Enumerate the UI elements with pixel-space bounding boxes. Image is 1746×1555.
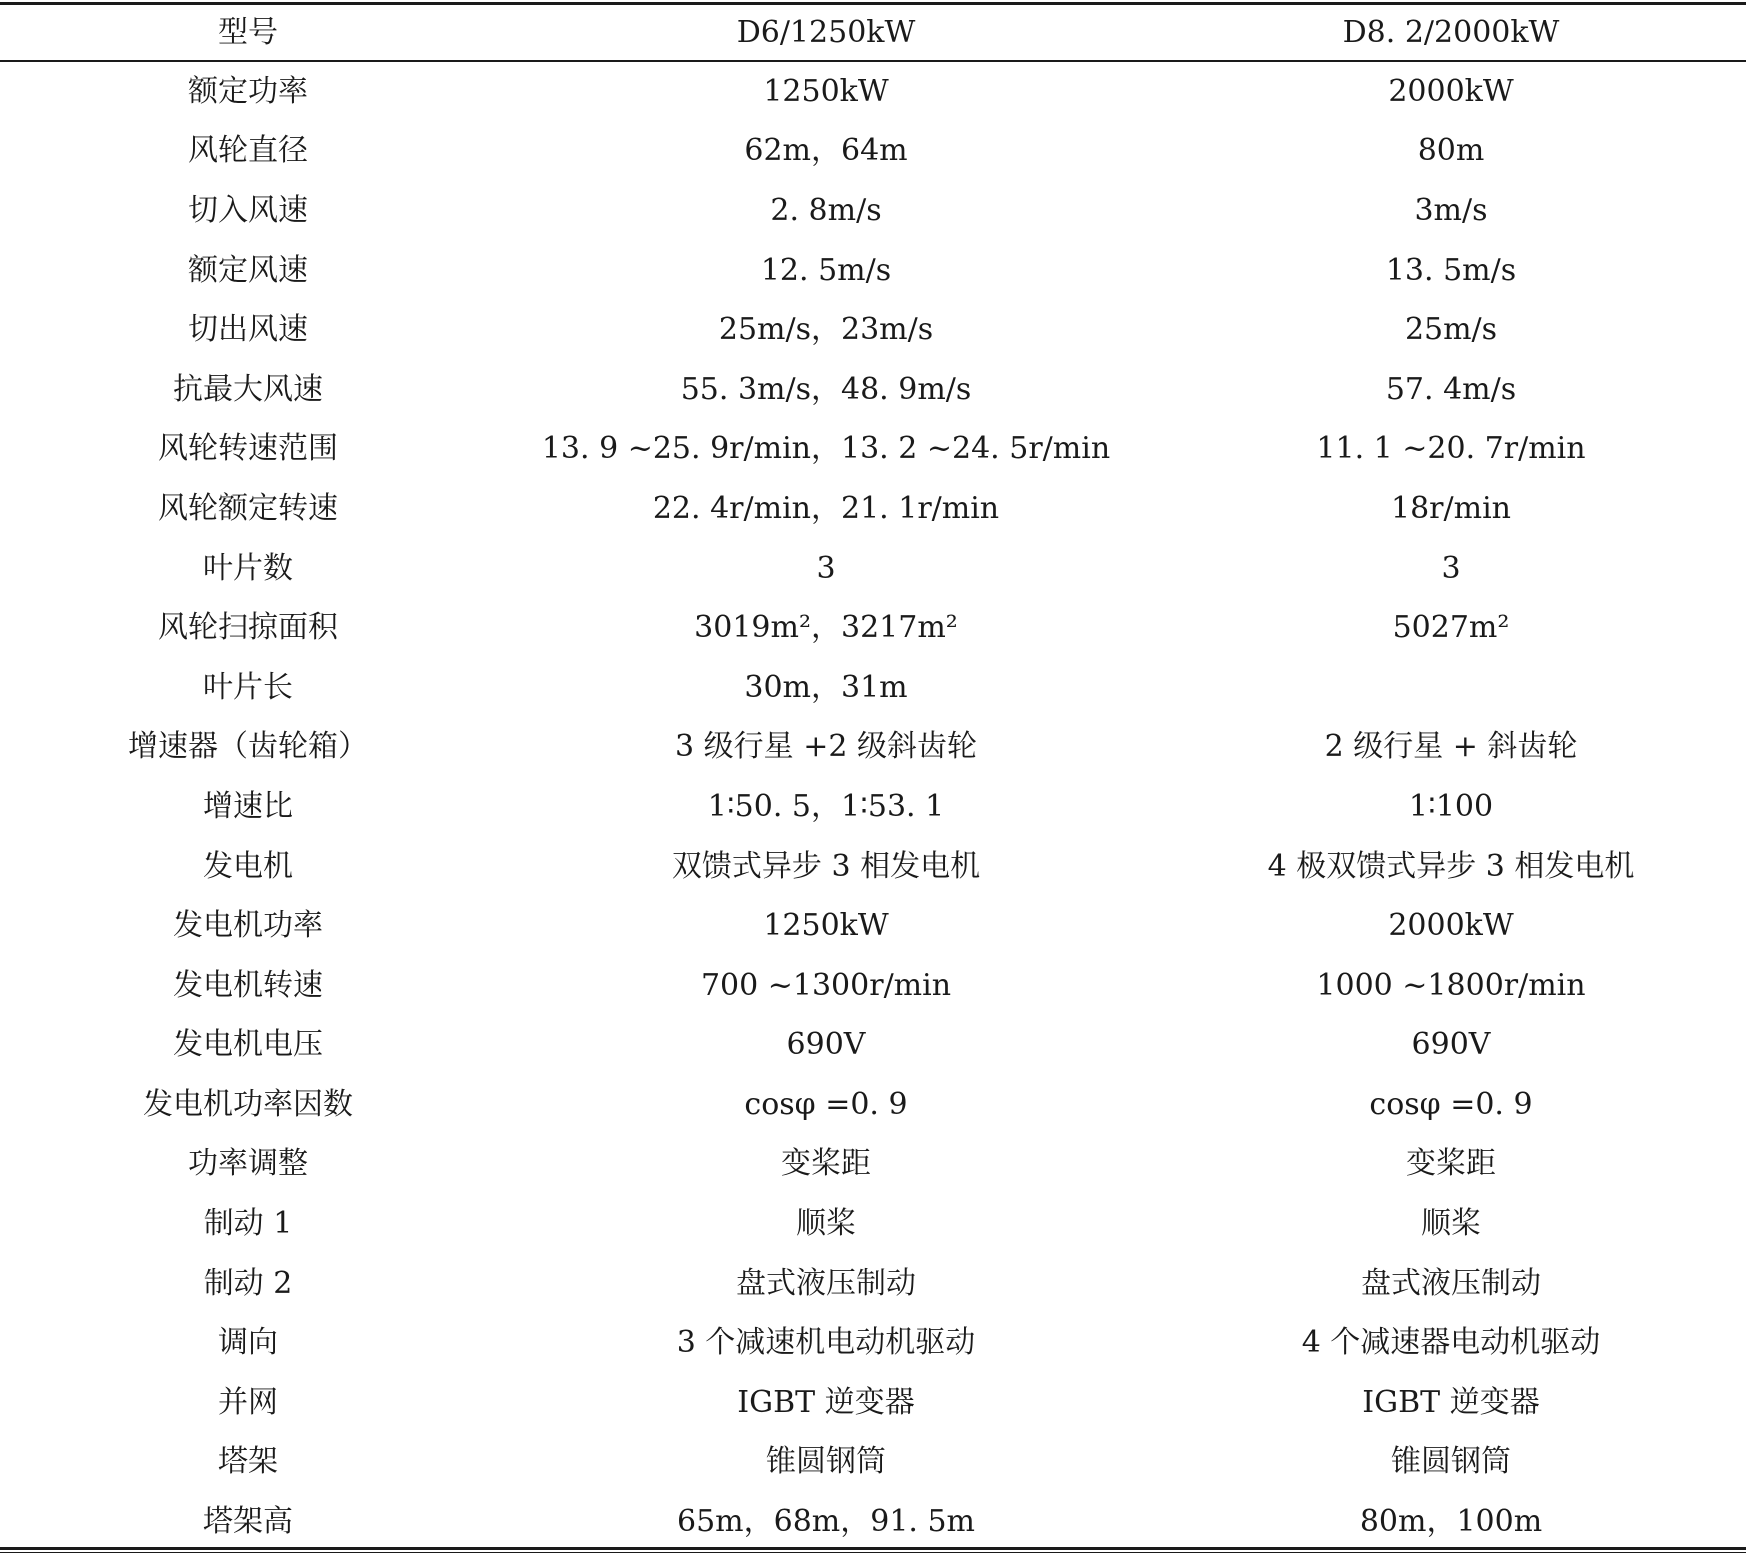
table-row [0, 241, 1746, 301]
d8-value-cell: cosφ =0. 9 [1369, 1086, 1533, 1122]
d8-value-cell: 顺桨 [1421, 1206, 1481, 1242]
table-row [0, 956, 1746, 1016]
d6-value-cell: IGBT 逆变器 [737, 1384, 915, 1420]
table-row [0, 1373, 1746, 1433]
d6-value-cell: 双馈式异步 3 相发电机 [671, 848, 981, 884]
d6-value-cell: cosφ =0. 9 [744, 1086, 908, 1122]
table-row [0, 1254, 1746, 1314]
d8-value-cell: 变桨距 [1406, 1146, 1496, 1182]
d8-value-cell: 11. 1 ~20. 7r/min [1316, 431, 1586, 467]
d8-value-cell: 4 极双馈式异步 3 相发电机 [1267, 848, 1635, 884]
param-cell: 发电机转速 [173, 967, 323, 1003]
d8-value-cell: 18r/min [1391, 490, 1511, 526]
d6-value-cell: 30m，31m [744, 669, 908, 705]
param-cell: 发电机功率 [173, 908, 323, 944]
header-cell-d8: D8. 2/2000kW [1342, 14, 1560, 50]
param-cell: 叶片数 [203, 550, 293, 586]
table-row [0, 62, 1746, 122]
table-row [0, 896, 1746, 956]
d6-value-cell: 2. 8m/s [770, 192, 882, 228]
param-cell: 发电机功率因数 [143, 1086, 353, 1122]
d8-value-cell: 2000kW [1388, 908, 1514, 944]
param-cell: 抗最大风速 [173, 371, 323, 407]
table-body [0, 62, 1746, 1552]
d8-value-cell: 盘式液压制动 [1361, 1265, 1541, 1301]
param-cell: 增速比 [203, 788, 293, 824]
d8-value-cell: 2000kW [1388, 73, 1514, 109]
d8-value-cell: IGBT 逆变器 [1362, 1384, 1540, 1420]
param-cell: 风轮转速范围 [158, 431, 338, 467]
table-row [0, 479, 1746, 539]
param-cell: 增速器（齿轮箱） [128, 729, 368, 765]
d6-value-cell: 12. 5m/s [760, 252, 892, 288]
d8-value-cell: 2 级行星 + 斜齿轮 [1324, 729, 1578, 765]
d6-value-cell: 3 [816, 550, 836, 586]
d6-value-cell: 1250kW [763, 73, 889, 109]
param-cell: 塔架高 [203, 1504, 293, 1540]
d6-value-cell: 3019m²，3217m² [694, 610, 958, 646]
d6-value-cell: 62m，64m [744, 133, 908, 169]
table-bottom-thin-rule [0, 1552, 1746, 1553]
table-row [0, 1492, 1746, 1552]
d8-value-cell: 锥圆钢筒 [1391, 1444, 1511, 1480]
table-row [0, 300, 1746, 360]
table-row [0, 360, 1746, 420]
param-cell: 切入风速 [188, 192, 308, 228]
table-header-row [0, 5, 1746, 60]
table-row [0, 777, 1746, 837]
table-row [0, 1075, 1746, 1135]
d6-value-cell: 13. 9 ~25. 9r/min，13. 2 ~24. 5r/min [541, 431, 1111, 467]
param-cell: 风轮扫掠面积 [158, 610, 338, 646]
d8-value-cell: 3 [1441, 550, 1461, 586]
param-cell: 额定风速 [188, 252, 308, 288]
table-row [0, 718, 1746, 778]
table-row [0, 1016, 1746, 1076]
table-row [0, 122, 1746, 182]
d8-value-cell: 25m/s [1404, 312, 1498, 348]
param-cell: 制动 1 [203, 1206, 293, 1242]
table-row [0, 1135, 1746, 1195]
table-row [0, 1194, 1746, 1254]
d6-value-cell: 25m/s，23m/s [718, 312, 934, 348]
param-cell: 塔架 [218, 1444, 278, 1480]
param-cell: 功率调整 [188, 1146, 308, 1182]
param-cell: 并网 [218, 1384, 278, 1420]
param-cell: 叶片长 [203, 669, 293, 705]
table-row [0, 658, 1746, 718]
table-row [0, 598, 1746, 658]
table-row [0, 837, 1746, 897]
table-row [0, 1433, 1746, 1493]
param-cell: 额定功率 [188, 73, 308, 109]
d8-value-cell: 80m [1417, 133, 1485, 169]
d8-value-cell: 1∶100 [1408, 788, 1494, 824]
d6-value-cell: 1∶50. 5，1∶53. 1 [707, 788, 945, 824]
param-cell: 发电机电压 [173, 1027, 323, 1063]
table-grid [0, 5, 1746, 1552]
table-row [0, 539, 1746, 599]
d8-value-cell: 690V [1411, 1027, 1491, 1063]
d8-value-cell: 5027m² [1392, 610, 1510, 646]
d8-value-cell: 13. 5m/s [1385, 252, 1517, 288]
param-cell: 发电机 [203, 848, 293, 884]
d6-value-cell: 锥圆钢筒 [766, 1444, 886, 1480]
d6-value-cell: 55. 3m/s，48. 9m/s [680, 371, 972, 407]
header-cell-d6: D6/1250kW [736, 14, 916, 50]
param-cell: 切出风速 [188, 312, 308, 348]
d6-value-cell: 700 ~1300r/min [700, 967, 952, 1003]
d6-value-cell: 3 级行星 +2 级斜齿轮 [675, 729, 977, 765]
d6-value-cell: 22. 4r/min，21. 1r/min [652, 490, 1000, 526]
table-row [0, 420, 1746, 480]
d6-value-cell: 65m，68m，91. 5m [676, 1504, 976, 1540]
d6-value-cell: 1250kW [763, 908, 889, 944]
d8-value-cell: 57. 4m/s [1385, 371, 1517, 407]
param-cell: 制动 2 [203, 1265, 293, 1301]
d6-value-cell: 顺桨 [796, 1206, 856, 1242]
param-cell: 风轮直径 [188, 133, 308, 169]
d6-value-cell: 变桨距 [781, 1146, 871, 1182]
d8-value-cell: 4 个减速器电动机驱动 [1301, 1325, 1601, 1361]
header-cell-model: 型号 [218, 14, 278, 50]
d6-value-cell: 690V [786, 1027, 866, 1063]
param-cell: 风轮额定转速 [158, 490, 338, 526]
table-row [0, 1313, 1746, 1373]
d8-value-cell: 3m/s [1414, 192, 1488, 228]
table-row [0, 181, 1746, 241]
param-cell: 调向 [218, 1325, 278, 1361]
d6-value-cell: 3 个减速机电动机驱动 [676, 1325, 976, 1361]
d6-value-cell: 盘式液压制动 [736, 1265, 916, 1301]
d8-value-cell: 1000 ~1800r/min [1316, 967, 1586, 1003]
d8-value-cell: 80m，100m [1359, 1504, 1543, 1540]
